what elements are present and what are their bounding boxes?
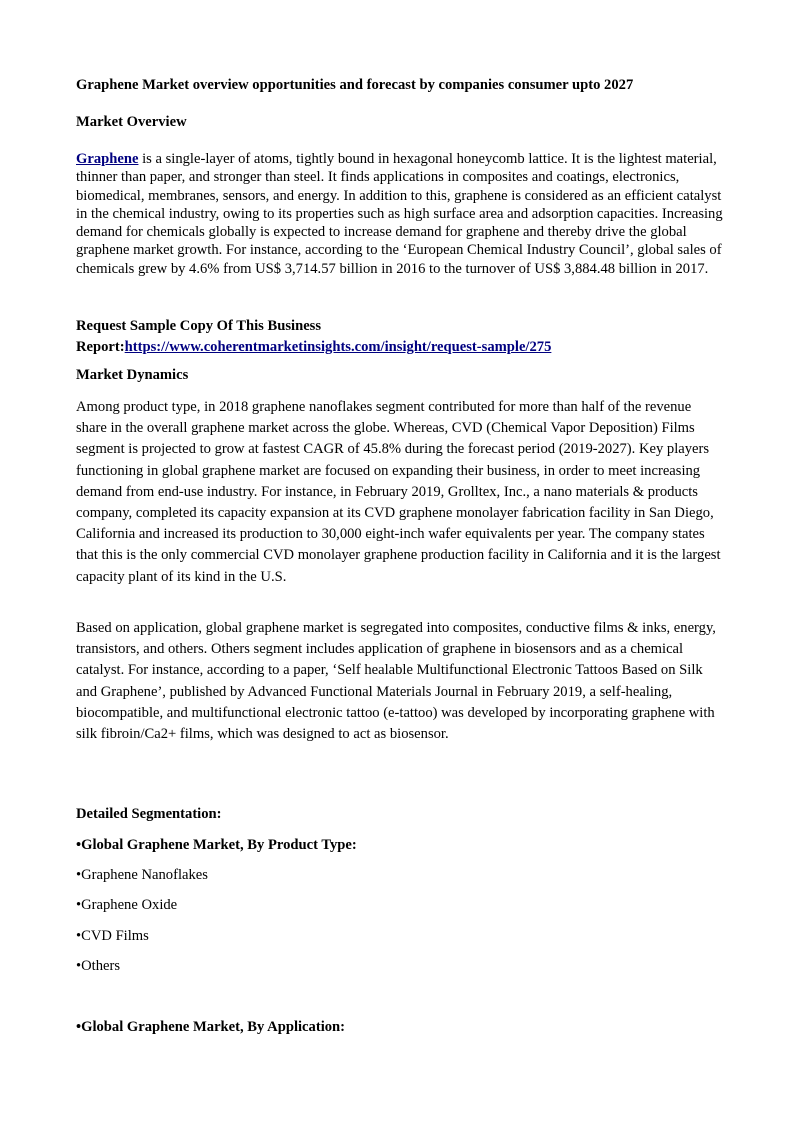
list-item: •Others xyxy=(76,958,121,974)
request-sample-label: Request Sample Copy Of This Business Report: xyxy=(76,318,322,355)
market-dynamics-heading: Market Dynamics xyxy=(76,367,189,383)
list-item: •Graphene Nanoflakes xyxy=(76,867,208,883)
graphene-link[interactable]: Graphene xyxy=(76,151,139,167)
list-item: •Graphene Oxide xyxy=(76,897,178,913)
market-dynamics-paragraph-1: Among product type, in 2018 graphene nanoflakes segment contributed for more than half of the revenue share in the overall graphene market across the globe. Whereas, CVD (Chemical Vapor Deposition) Films segment is projected to grow at fastest CAGR of 45.8% during the forecast period (2019-2027). Key players functioning in global graphene market are focused on expanding their business, in order to meet increasing demand from end-use industry. For instance, in February 2019, Grolltex, Inc., a nano materials & products company, completed its capacity expansion at its CVD graphene monolayer fabrication facility in San Diego, California and increased its production to 30,000 eight-inch wafer equivalents per year. The company states that this is the only commercial CVD monolayer graphene production facility in California and it is the largest capacity plant of its kind in the U.S. xyxy=(76,399,721,585)
segmentation-heading: Detailed Segmentation: xyxy=(76,806,222,822)
market-overview-heading: Market Overview xyxy=(76,114,187,130)
document-title: Graphene Market overview opportunities and forecast by companies consumer upto 2027 xyxy=(76,77,634,93)
market-dynamics-paragraph-2: Based on application, global graphene market is segregated into composites, conductive films & inks, energy, transistors, and others. Others segment includes application of graphene in biosensors and as a chemical catalyst. For instance, according to a paper, ‘Self healable Multifunctional Electronic Tattoos Based on Silk and Graphene’, published by Advanced Functional Materials Journal in February 2019, a self-healing, biocompatible, and multifunctional electronic tattoo (e-tattoo) was developed by incorporating graphene with silk fibroin/Ca2+ films, which was designed to act as biosensor. xyxy=(76,620,716,743)
market-overview-paragraph xyxy=(76,150,724,278)
request-sample-block xyxy=(76,316,724,358)
list-item: •CVD Films xyxy=(76,928,149,944)
market-overview-text: is a single-layer of atoms, tightly bound in hexagonal honeycomb lattice. It is the lightest material, thinner than paper, and stronger than steel. It finds applications in composites and coatings, electronics, biomedical, membranes, sensors, and energy. In addition to this, graphene is considered as an efficient catalyst in the chemical industry, owing to its properties such as high surface area and adsorption capacities. Increasing demand for chemicals globally is expected to increase demand for graphene and thereby drive the global graphene market growth. For instance, according to the ‘European Chemical Industry Council’, global sales of chemicals grew by 4.6% from US$ 3,714.57 billion in 2016 to the turnover of US$ 3,884.48 billion in 2017. xyxy=(76,151,723,277)
request-sample-link[interactable]: https://www.coherentmarketinsights.com/insight/request-sample/275 xyxy=(124,339,552,355)
application-heading: •Global Graphene Market, By Application: xyxy=(76,1019,346,1035)
product-type-heading: •Global Graphene Market, By Product Type: xyxy=(76,837,357,853)
